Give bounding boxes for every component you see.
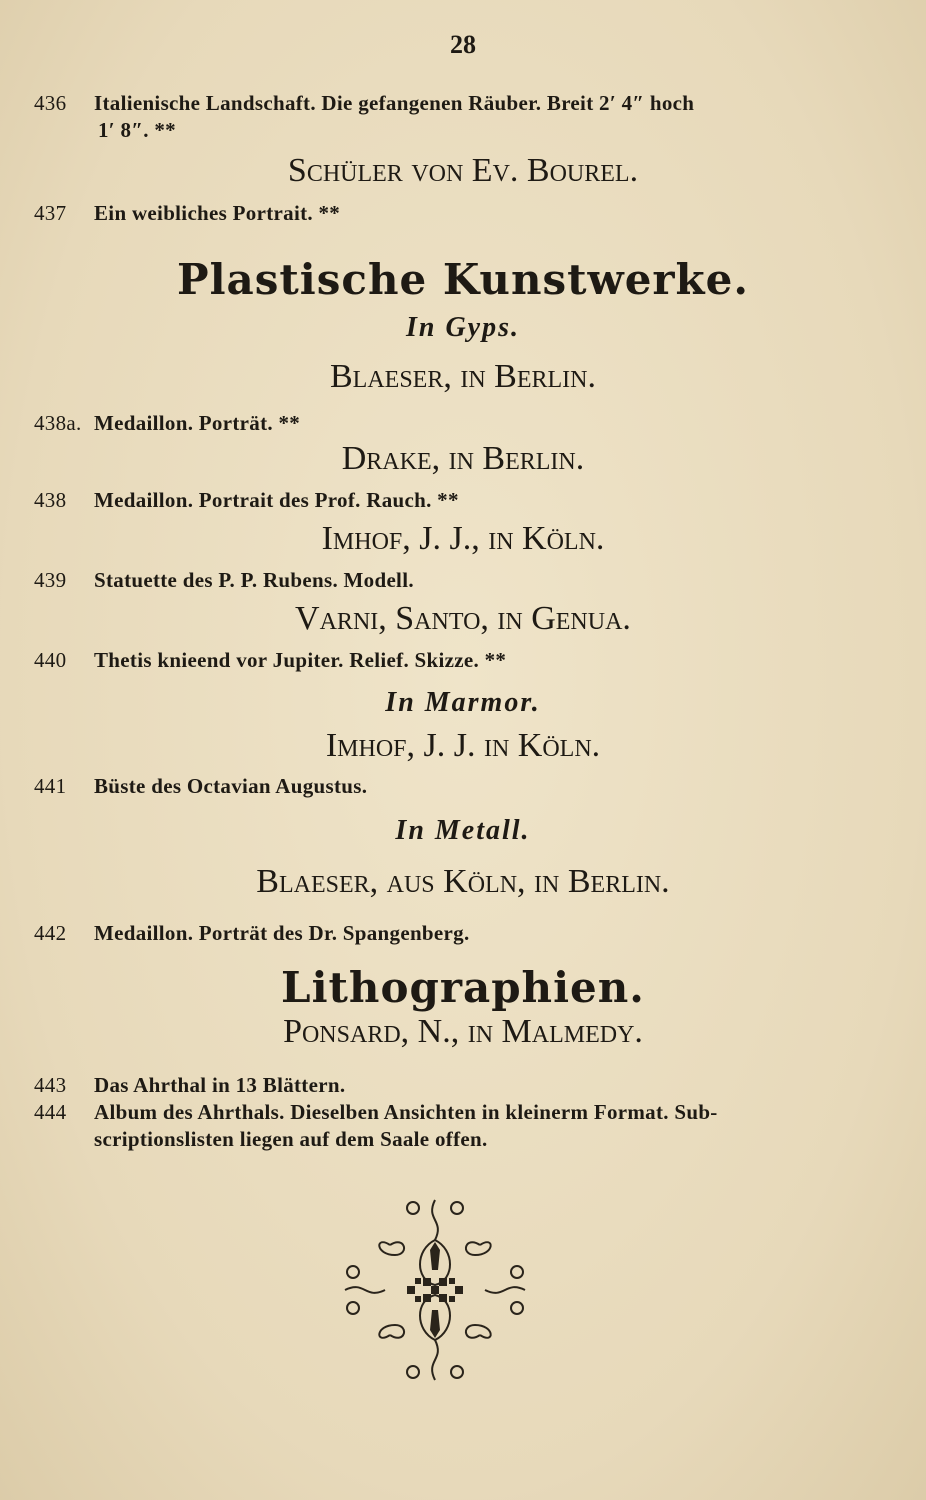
entry-442 <box>34 920 846 947</box>
entry-number: 438 <box>34 488 67 512</box>
entry-text: Italienische Landschaft. Die gefangenen Räuber. Breit 2′ 4″ hoch <box>94 91 695 115</box>
artist-heading: Blaeser, aus Köln, in Berlin. <box>256 863 670 900</box>
entry-number: 436 <box>34 91 67 115</box>
page-number: 28 <box>450 30 476 59</box>
entry-437 <box>34 200 846 227</box>
entry-text: Ein weibliches Portrait. ** <box>94 201 341 225</box>
entry-text: Album des Ahrthals. Dieselben Ansichten in kleinerm Format. Sub- <box>94 1100 718 1124</box>
entry-number: 440 <box>34 648 67 672</box>
subsection-title: In Metall. <box>395 815 531 846</box>
artist-heading: Imhof, J. J. in Köln. <box>325 727 601 764</box>
artist-heading: Varni, Santo, in Genua. <box>295 600 631 637</box>
section-title: Plastische Kunstwerke. <box>177 255 749 304</box>
entry-443 <box>34 1072 846 1099</box>
entry-text: Medaillon. Portrait des Prof. Rauch. ** <box>94 488 459 512</box>
entry-text-continued: 1′ 8″. ** <box>98 118 176 142</box>
artist-heading: Ponsard, N., in Malmedy. <box>283 1013 643 1050</box>
artist-heading: Blaeser, in Berlin. <box>330 358 596 395</box>
fleuron-ornament-icon <box>335 1190 535 1390</box>
entry-439 <box>34 567 846 594</box>
entry-text: Medaillon. Porträt. ** <box>94 411 301 435</box>
entry-text: Das Ahrthal in 13 Blättern. <box>94 1073 346 1097</box>
entry-444 <box>34 1099 846 1153</box>
entry-number: 439 <box>34 568 67 592</box>
artist-heading: Imhof, J. J., in Köln. <box>321 520 605 557</box>
entry-number: 442 <box>34 921 67 945</box>
entry-436 <box>34 90 846 144</box>
entry-438 <box>34 487 846 514</box>
entry-text: Statuette des P. P. Rubens. Modell. <box>94 568 414 592</box>
entry-text-continued: scriptionslisten liegen auf dem Saale offen. <box>94 1127 488 1151</box>
entry-number: 438a. <box>34 411 82 435</box>
artist-heading: Drake, in Berlin. <box>341 440 585 477</box>
entry-text: Medaillon. Porträt des Dr. Spangenberg. <box>94 921 470 945</box>
entry-number: 443 <box>34 1073 67 1097</box>
entry-number: 444 <box>34 1100 67 1124</box>
entry-441 <box>34 773 846 800</box>
entry-text: Büste des Octavian Augustus. <box>94 774 368 798</box>
entry-text: Thetis knieend vor Jupiter. Relief. Skizze. ** <box>94 648 507 672</box>
subsection-title: In Marmor. <box>385 687 541 718</box>
artist-heading: Schüler von Ev. Bourel. <box>287 152 639 189</box>
entry-number: 441 <box>34 774 67 798</box>
entry-440 <box>34 647 846 674</box>
section-title: Lithographien. <box>281 963 645 1012</box>
entry-number: 437 <box>34 201 67 225</box>
subsection-title: In Gyps. <box>405 312 520 343</box>
entry-438a <box>34 410 846 437</box>
